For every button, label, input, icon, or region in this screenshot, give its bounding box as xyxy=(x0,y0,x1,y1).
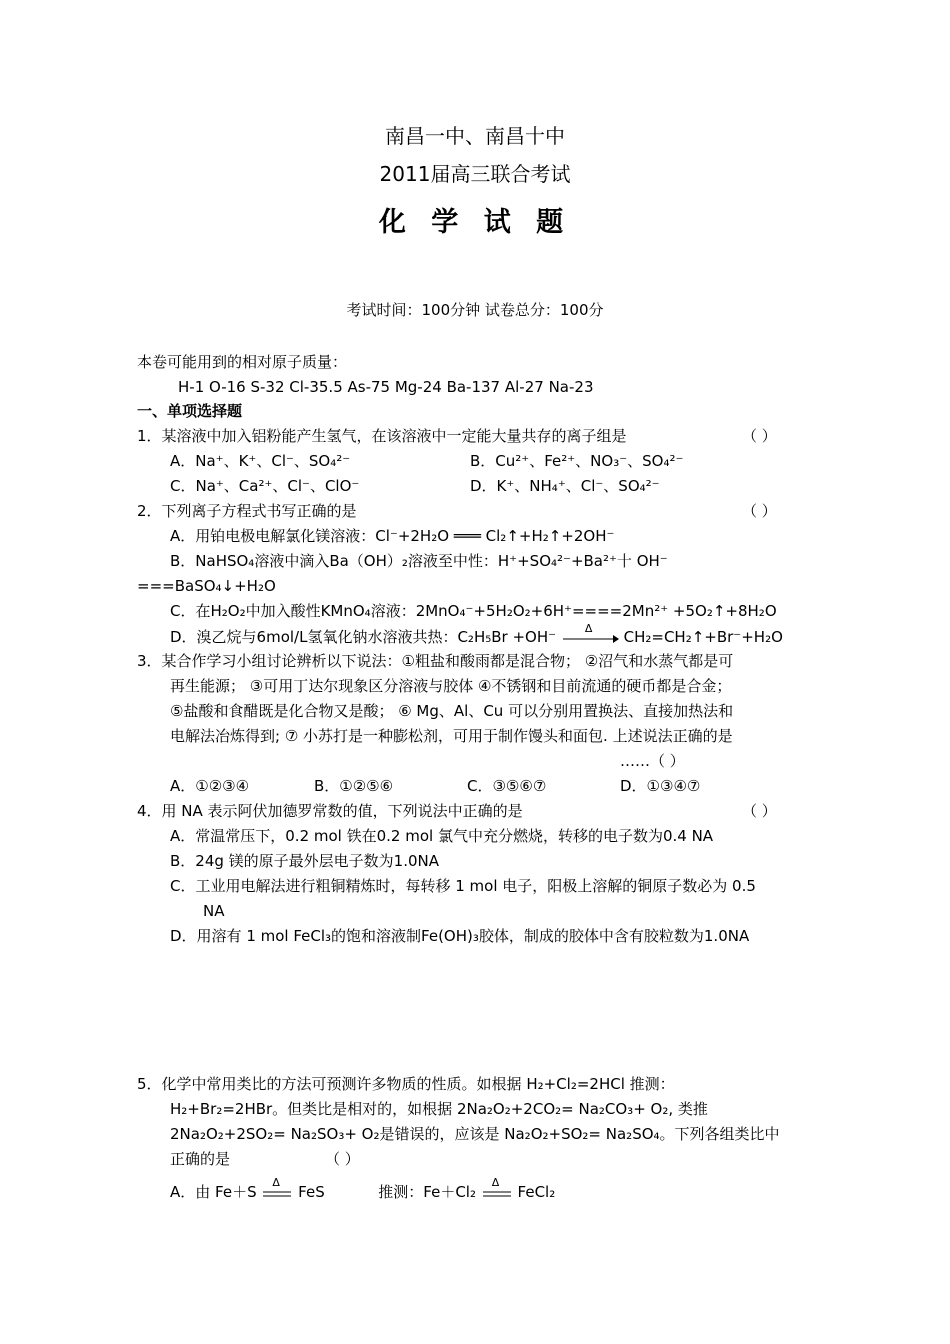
q3-stem-line1: 3．某合作学习小组讨论辨析以下说法：①粗盐和酸雨都是混合物； ②沼气和水蒸气都是可 xyxy=(137,652,734,670)
heat-symbol-2: Δ xyxy=(491,1175,500,1189)
q5-option-a-infer: 推测：Fe＋Cl₂ xyxy=(378,1183,476,1201)
q3-option-a: A．①②③④ xyxy=(170,777,250,795)
q2-option-a: A．用铂电极电解氯化镁溶液：Cl⁻+2H₂O ═══ Cl₂↑+H₂↑+2OH⁻ xyxy=(170,527,615,545)
q3-stem-line2: 再生能源； ③可用丁达尔现象区分溶液与胶体 ④不锈钢和目前流通的硬币都是合金； xyxy=(170,677,732,695)
q3-option-c: C．③⑤⑥⑦ xyxy=(467,777,547,795)
q2-option-c: C．在H₂O₂中加入酸性KMnO₄溶液：2MnO₄⁻+5H₂O₂+6H⁺====2Mn²⁺ +5O₂↑+8H₂O xyxy=(170,602,777,620)
exam-info: 考试时间：100分钟 试卷总分：100分 xyxy=(346,301,604,319)
q2-option-b-line1: B．NaHSO₄溶液中滴入Ba（OH）₂溶液至中性：H⁺+SO₄²⁻+Ba²⁺十 OH⁻ xyxy=(170,552,668,570)
q2-stem: 2．下列离子方程式书写正确的是 xyxy=(137,502,357,520)
q2-option-b-line2: ===BaSO₄↓+H₂O xyxy=(137,577,276,595)
q3-answer-paren: ……（ ） xyxy=(620,752,685,770)
q1-option-c: C．Na⁺、Ca²⁺、Cl⁻、ClO⁻ xyxy=(170,477,360,495)
arrow-icon xyxy=(561,628,619,648)
heat-equals-2 xyxy=(481,1175,513,1203)
double-line-icon xyxy=(481,1183,513,1203)
section-title: 一、单项选择题 xyxy=(137,402,243,420)
q3-stem-line4: 电解法冶炼得到; ⑦ 小苏打是一种膨松剂，可用于制作馒头和面包. 上述说法正确的是 xyxy=(170,727,733,745)
atomic-mass-values: H-1 O-16 S-32 Cl-35.5 As-75 Mg-24 Ba-137 Al-27 Na-23 xyxy=(178,378,594,396)
school-name: 南昌一中、南昌十中 xyxy=(385,124,565,148)
q4-answer-paren: （ ） xyxy=(742,802,777,820)
q4-option-a: A．常温常压下，0.2 mol 铁在0.2 mol 氯气中充分燃烧，转移的电子数为0.4 NA xyxy=(170,827,714,845)
q2-option-d-right: CH₂=CH₂↑+Br⁻+H₂O xyxy=(623,628,783,646)
q2-answer-paren: （ ） xyxy=(742,502,777,520)
q1-answer-paren: （ ） xyxy=(742,427,777,445)
q1-option-b: B．Cu²⁺、Fe²⁺、NO₃⁻、SO₄²⁻ xyxy=(470,452,684,470)
q4-option-c-line2: NA xyxy=(203,902,225,920)
q5-answer-paren: （ ） xyxy=(325,1150,360,1168)
q4-stem: 4．用 NA 表示阿伏加德罗常数的值，下列说法中正确的是 xyxy=(137,802,523,820)
heat-symbol: Δ xyxy=(584,621,593,635)
exam-title: 2011届高三联合考试 xyxy=(379,162,571,186)
q3-option-d: D．①③④⑦ xyxy=(620,777,701,795)
q2-option-d xyxy=(170,621,783,648)
q3-option-b: B．①②⑤⑥ xyxy=(314,777,394,795)
q5-stem-line3: 2Na₂O₂+2SO₂= Na₂SO₃+ O₂是错误的，应该是 Na₂O₂+SO₂= Na₂SO₄。下列各组类比中 xyxy=(170,1125,780,1143)
q4-option-c-line1: C．工业用电解法进行粗铜精炼时，每转移 1 mol 电子，阳极上溶解的铜原子数必为 0.5 xyxy=(170,877,756,895)
q1-stem: 1．某溶液中加入铝粉能产生氢气，在该溶液中一定能大量共存的离子组是 xyxy=(137,427,627,445)
subject-title: 化 学 试 题 xyxy=(378,207,572,238)
q5-option-a-right: FeCl₂ xyxy=(517,1183,556,1201)
atomic-mass-intro: 本卷可能用到的相对原子质量： xyxy=(137,353,348,371)
q5-stem-line2: H₂+Br₂=2HBr。但类比是相对的，如根据 2Na₂O₂+2CO₂= Na₂CO₃+ O₂, 类推 xyxy=(170,1100,708,1118)
q5-option-a xyxy=(170,1175,556,1203)
q5-stem-line4: 正确的是 xyxy=(170,1150,231,1168)
q3-stem-line3: ⑤盐酸和食醋既是化合物又是酸； ⑥ Mg、Al、Cu 可以分别用置换法、直接加热法和 xyxy=(170,702,734,720)
q5-option-a-left: A．由 Fe＋S xyxy=(170,1183,257,1201)
q1-option-a: A．Na⁺、K⁺、Cl⁻、SO₄²⁻ xyxy=(170,452,351,470)
q2-option-d-left: D．溴乙烷与6mol/L氢氧化钠水溶液共热：C₂H₅Br +OH⁻ xyxy=(170,628,557,646)
q5-option-a-mid: FeS xyxy=(298,1183,325,1201)
double-line-icon xyxy=(261,1183,293,1203)
q1-option-d: D．K⁺、NH₄⁺、Cl⁻、SO₄²⁻ xyxy=(470,477,660,495)
q4-option-d: D．用溶有 1 mol FeCl₃的饱和溶液制Fe(OH)₃胶体，制成的胶体中含有胶粒数为1.0NA xyxy=(170,927,750,945)
q4-option-b: B．24g 镁的原子最外层电子数为1.0NA xyxy=(170,852,440,870)
q5-stem-line1: 5．化学中常用类比的方法可预测许多物质的性质。如根据 H₂+Cl₂=2HCl 推测： xyxy=(137,1075,675,1093)
heat-equals-1 xyxy=(261,1175,293,1203)
heat-arrow xyxy=(561,621,619,648)
heat-symbol-1: Δ xyxy=(272,1175,280,1189)
